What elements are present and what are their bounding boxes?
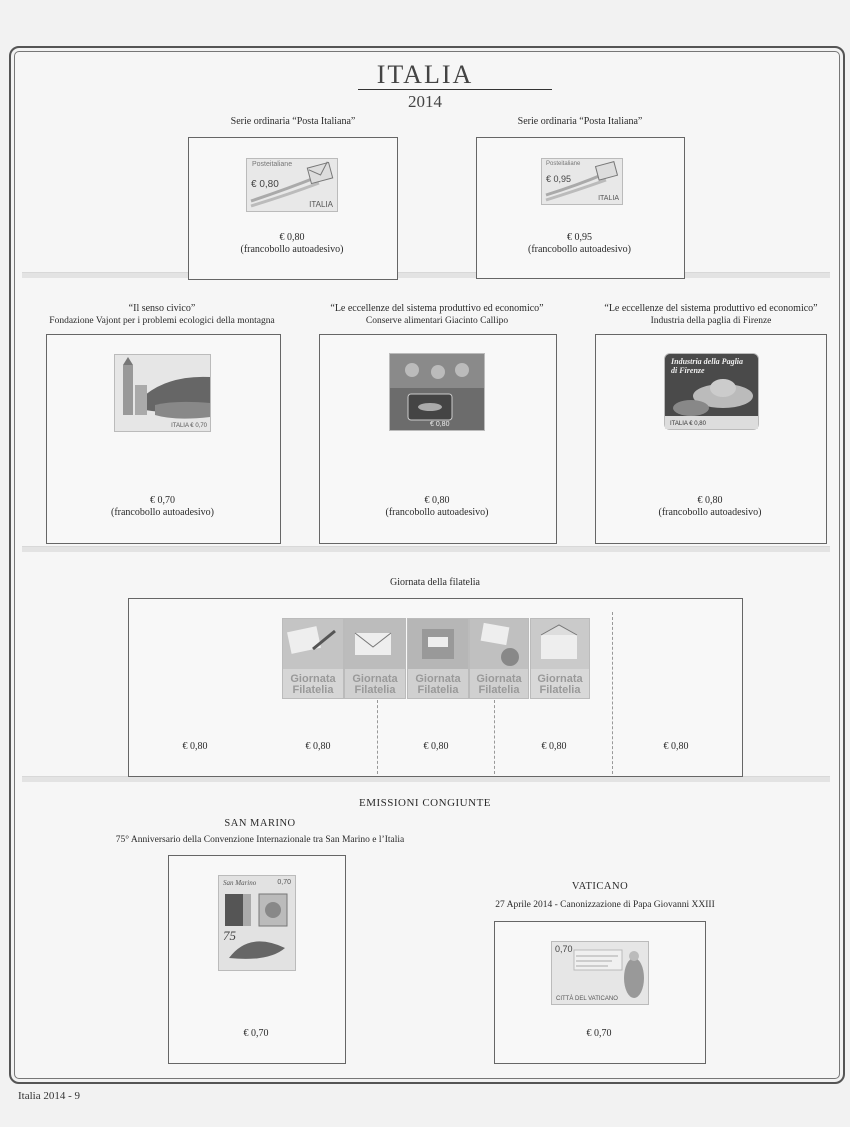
stamp-text: Giornata xyxy=(290,673,336,685)
postman-art xyxy=(470,619,528,669)
stamp-price: € 0,80 xyxy=(541,741,567,752)
cannery-stamp-art xyxy=(390,354,484,430)
stamp-price: € 0,80 xyxy=(424,495,450,506)
stamp-value: € 0,80 xyxy=(430,421,450,428)
page-frame xyxy=(9,46,845,1084)
letter-writing-art xyxy=(283,619,343,669)
stamp-caption: Serie ordinaria “Posta Italiana” xyxy=(230,116,356,127)
stamp-san-marino xyxy=(218,875,296,971)
stamp-caption-title: “Le eccellenze del sistema produttivo ed economico” xyxy=(330,303,544,314)
stamp-note: (francobollo autoadesivo) xyxy=(385,507,489,518)
stamp-filatelia-1 xyxy=(282,618,344,699)
mailbox-art xyxy=(408,619,468,669)
stamp-caption: 75° Anniversario della Convenzione Internazionale tra San Marino e l’Italia xyxy=(115,835,405,845)
page-footer: Italia 2014 - 9 xyxy=(18,1090,81,1102)
section-heading: EMISSIONI CONGIUNTE xyxy=(358,797,492,809)
stamp-value: ITALIA € 0,70 xyxy=(171,423,207,429)
convention-stamp-art xyxy=(219,876,295,970)
stamp-price: € 0,70 xyxy=(150,495,175,506)
stamp-text: Giornata xyxy=(476,673,522,685)
stamp-price: € 0,70 xyxy=(243,1028,269,1039)
stamp-note: (francobollo autoadesivo) xyxy=(527,244,632,255)
stamp-caption-title: “Il senso civico” xyxy=(128,303,196,314)
stamp-caption: Serie ordinaria “Posta Italiana” xyxy=(517,116,643,127)
stamp-value: € 0,95 xyxy=(546,174,572,184)
stamp-posta-080 xyxy=(246,158,338,212)
stamp-price: € 0,95 xyxy=(567,232,592,243)
stamp-text: Giornata xyxy=(352,673,398,685)
stamp-caption-subtitle: Conserve alimentari Giacinto Callipo xyxy=(365,316,509,326)
stamp-filatelia-5 xyxy=(530,618,590,699)
landscape-stamp-art xyxy=(115,355,210,431)
stamp-value: ITALIA € 0,80 xyxy=(670,421,706,427)
stamp-price: € 0,80 xyxy=(423,741,449,752)
stamp-title: Industria della Paglia di Firenze xyxy=(671,357,744,375)
stamp-text: Filatelia xyxy=(292,684,334,696)
stamp-caption-subtitle: Fondazione Vajont per i problemi ecologici della montagna xyxy=(49,316,275,326)
envelope-hand-art xyxy=(345,619,405,669)
stamp-note: (francobollo autoadesivo) xyxy=(110,507,215,518)
stamp-caption-subtitle: Industria della paglia di Firenze xyxy=(650,316,772,326)
stamp-country: San Marino xyxy=(223,879,257,887)
stamp-anniversary: 75 xyxy=(223,928,236,943)
stamp-caption: Giornata della filatelia xyxy=(390,577,480,588)
divider-line xyxy=(377,700,378,774)
section-divider xyxy=(22,272,830,278)
stamp-brand: Posteitaliane xyxy=(546,161,581,167)
stamp-country: CITTÀ DEL VATICANO xyxy=(556,996,618,1002)
stamp-text: Filatelia xyxy=(478,684,520,696)
stamp-text: Filatelia xyxy=(417,684,459,696)
stamp-filatelia-4 xyxy=(469,618,529,699)
stamp-filatelia-2 xyxy=(344,618,406,699)
stamp-price: € 0,80 xyxy=(663,741,689,752)
stamp-country: ITALIA xyxy=(598,195,619,202)
stamp-value: 0,70 xyxy=(277,879,291,886)
stamp-text: Giornata xyxy=(537,673,583,685)
open-letter-art xyxy=(531,619,589,669)
stamp-price: € 0,80 xyxy=(182,741,208,752)
country-heading: VATICANO xyxy=(571,881,629,892)
page-year: 2014 xyxy=(408,92,442,111)
stamp-country: ITALIA xyxy=(309,200,333,209)
stamp-price: € 0,70 xyxy=(586,1028,612,1039)
stamp-paglia xyxy=(664,353,759,430)
section-divider xyxy=(22,546,830,552)
stamp-caption: 27 Aprile 2014 - Canonizzazione di Papa Giovanni XXIII xyxy=(495,900,715,910)
page-title: ITALIA xyxy=(376,60,474,89)
stamp-vajont xyxy=(114,354,211,432)
stamp-note: (francobollo autoadesivo) xyxy=(240,244,344,255)
stamp-note: (francobollo autoadesivo) xyxy=(658,507,762,518)
stamp-value: 0,70 xyxy=(555,944,573,954)
stamp-price: € 0,80 xyxy=(697,495,723,506)
stamp-callipo xyxy=(389,353,485,431)
stamp-text: Filatelia xyxy=(539,684,581,696)
divider-line xyxy=(494,700,495,774)
title-rule xyxy=(358,89,552,90)
stamp-filatelia-3 xyxy=(407,618,469,699)
stamp-caption-title: “Le eccellenze del sistema produttivo ed economico” xyxy=(604,303,818,314)
stamp-brand: Posteitaliane xyxy=(252,161,293,168)
stamp-price: € 0,80 xyxy=(279,232,305,243)
stamp-value: € 0,80 xyxy=(251,179,279,190)
stamp-text: Filatelia xyxy=(354,684,396,696)
divider-line xyxy=(612,612,613,774)
stamp-price: € 0,80 xyxy=(305,741,331,752)
stamp-vaticano xyxy=(551,941,649,1005)
country-heading: SAN MARINO xyxy=(224,818,296,829)
stamp-posta-095 xyxy=(541,158,623,205)
stamp-text: Giornata xyxy=(415,673,461,685)
